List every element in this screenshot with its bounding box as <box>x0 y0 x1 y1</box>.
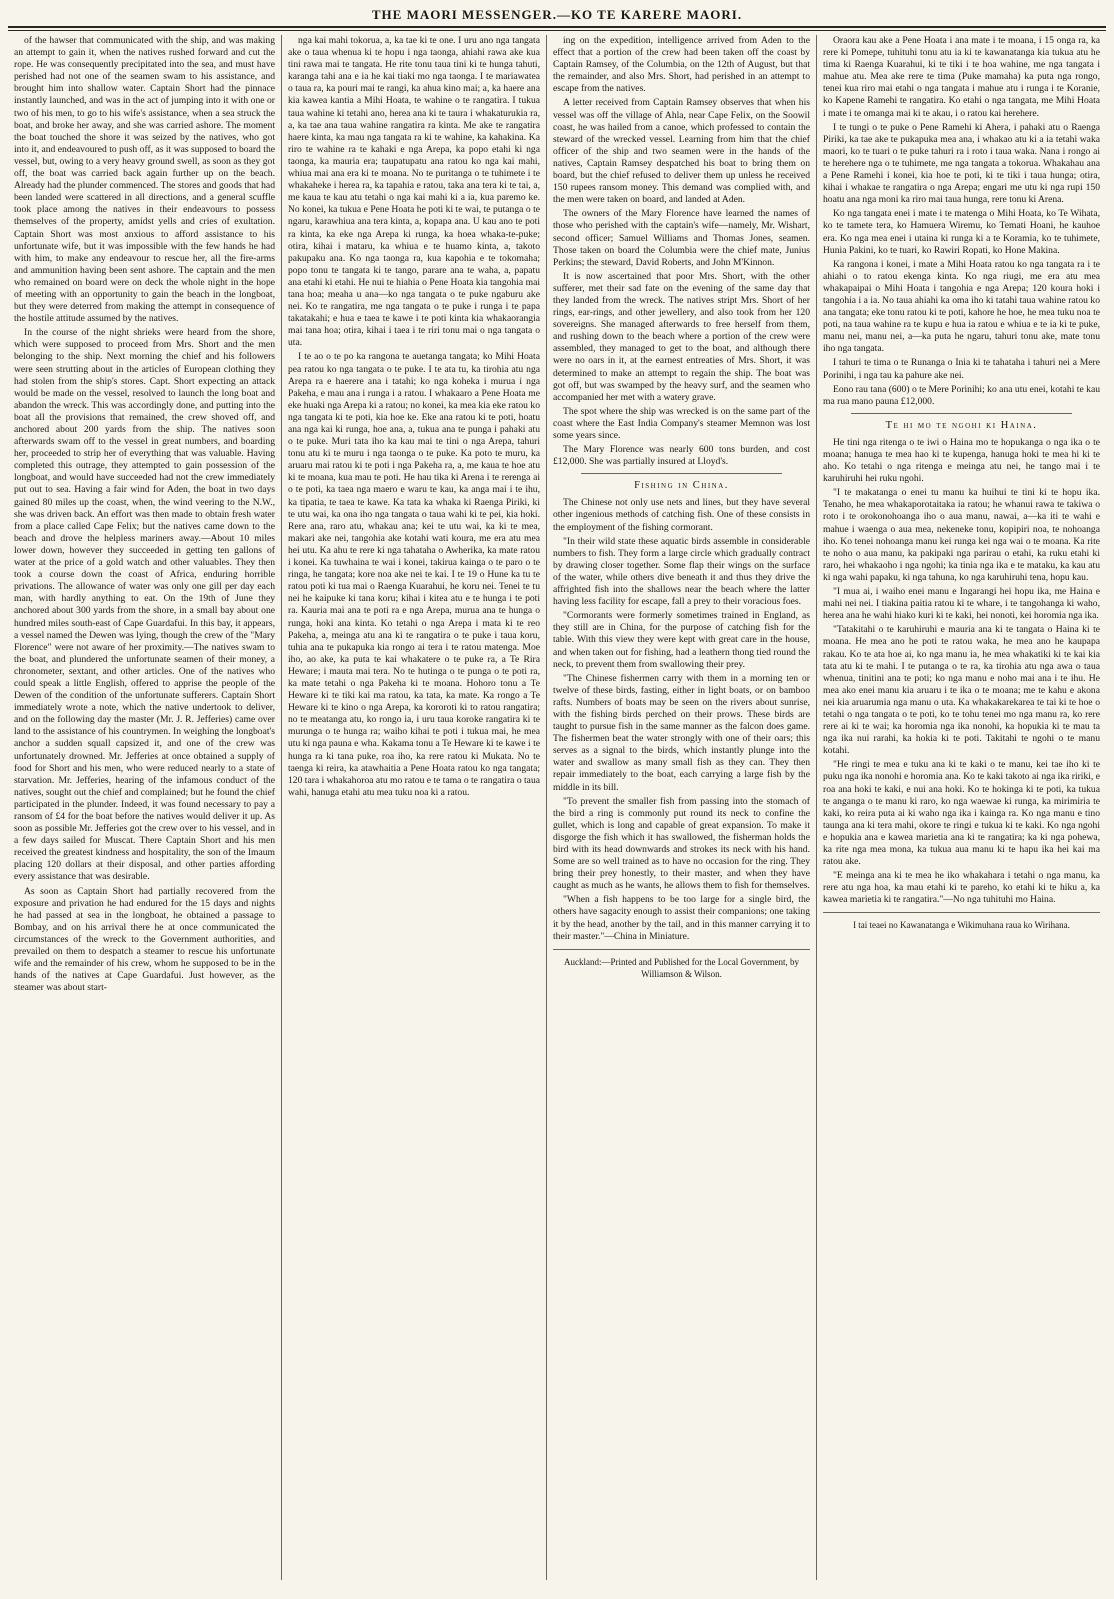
paragraph: The Mary Florence was nearly 600 tons burden, and cost £12,000. She was partially insured at Lloyd's. <box>553 444 810 468</box>
section-divider <box>851 413 1072 414</box>
column-1 <box>8 35 281 1580</box>
imprint-maori: I tai teaei no Kawanatanga e Wikimuhana raua ko Wirihana. <box>853 920 1070 931</box>
paragraph: ing on the expedition, intelligence arrived from Aden to the effect that a portion of the crew had been taken off the coast by Captain Ramsey, of the Columbia, on the 12th of August, but that the remainder, and also Mrs. Short, had perished in an attempt to escape from the natives. <box>553 35 810 95</box>
paragraph: Ko nga tangata enei i mate i te matenga o Mihi Hoata, ko Te Wihata, ko te tamete tera, ko Hamuera Wiremu, ko Temati Hoani, he kauhoe era. Ko nga mea enei i utaina ki runga ki a te Koramia, ko te tuhimete, Hunia Pakini, ko te tuari, ko Rawiri Ropati, ko Hone Makina. <box>823 208 1100 256</box>
paragraph: Oraora kau ake a Pene Hoata i ana mate i te moana, i 15 onga ra, ka rere ki Pomepe, tuhituhi tonu atu ia ki te kawanatanga kia tukua atu he tima ki Raenga Kuarahui, ki te tiki i te hoa wahine, me nga tangata i mahue atu. Mea ake rere te tima (Puke mamaha) ka puta nga rongo, tenei kua riro mai etahi o nga tangata i mahue atu i runga i te Koranie, ko Kapene Ramehi te rangatira. Ko etahi o nga tangata, me Mihi Hoata i mate i te omanga mai ki te akau, i o ratou kai herehere. <box>823 35 1100 119</box>
article-heading-fishing: Fishing in China. <box>634 480 729 492</box>
columns <box>8 35 1106 1580</box>
paragraph: "Tatakitahi o te karuhiruhi e mauria ana ki te tangata o Haina ki te moana. He mea ano he poti te ratou waka, he mea ano he kaupapa rakau. Ko te ata hoe ai, ko nga manu ia, he mea whakatiki ki te kai kia tata atu ki te mahi. I te putanga o te ra, ka tirohia atu nga awa o taua whenua, tinitini ana te poti; ko nga manu e noho mai ana i te ihu. He mea ako enei manu kia aruaru i te ika o te moana; me te kahu e akona nei kia aruarumia nga manu o uta. Ka whakakarekarea te tai ki te hoe o tetahi o nga tangata o te poti, ko te tohu tenei mo nga manu ra, ko rere rere ai ki te wai; ka horomia nga ika nonohi, ka hopukia ki te mau ta nga ika nui rarahi, ka hokia ki te poti. Takitahi te ngohi o te manu kotahi. <box>823 624 1100 757</box>
paragraph: "To prevent the smaller fish from passing into the stomach of the bird a ring is commonly put round its neck to confine the gullet, which is long and capable of great expansion. To make it disgorge the fish which it has swallowed, the fisherman holds the bird with its head downwards and strokes its neck with his hand. Some are so well trained as to have no occasion for the ring. They bring their prey honestly, to their master, and when they have caught as much as he wants, he allows them to fish for themselves. <box>553 795 810 892</box>
paragraph: In the course of the night shrieks were heard from the shore, which were supposed to proceed from Mrs. Short and the men belonging to the ship. Next morning the chief and his followers were seen strutting about in the articles of European clothing they had stolen from the ship's stores. Capt. Short expecting an attack would be made on the vessel, resolved to launch the long boat and abandon the wreck. This was accordingly done, and putting into the boat all the provisions that remained, the crew shoved off, and anchored about 200 yards from the ship. The natives soon afterwards swam off to the vessel in great numbers, and boarding her, proceeded to strip her of everything that was valuable. Having completed this outrage, they attempted to gain possession of the longboat, and would have succeeded had not the crew immediately put out to sea. Having a fair wind for Aden, the boat in two days gained 80 miles up the coast, when, the wind veering to the N.W., she was driven back. An effort was then made to obtain fresh water from a place called Cape Felix; but the natives came down to the beach and drove the helpless mariners away.—About 10 miles lower down, however they succeeded in getting ten gallons of water at the price of a gold watch and other valuables. They then took a course down the coast of Africa, enduring horrible privations. The allowance of water was only one gill per day each man, with hardly anything to eat. On the 19th of June they anchored about 300 yards from the shore, in a small bay about one hundred miles south-east of Cape Guardafui. In this bay, it appears, a vessel named the Dewen was lying, though the crew of the "Mary Florence" were not aware of her proximity.—The natives swam to the boat, and plundered the unfortunate seamen of their money, a chronometer, sextant, and other articles. One of the natives who could speak a little English, offered to apprise the people of the Dewen of the condition of the unfortunate sufferers. Captain Short immediately wrote a note, which the native undertook to deliver, and on the following day the master (Mr. J. R. Jefferies) came over land to the assistance of his countrymen. In weighing the longboat's anchor a sudden squall capsized it, and one of the crew was unfortunately drowned. Mr. Jefferies at once obtained a supply of food for Short and his men, who were reduced nearly to a state of starvation. Mr. Jefferies, hearing of the infamous conduct of the natives, sought out the chief and complained; but he found the chief participated in the plunder. Indeed, it was found necessary to pay a ransom of £4 for the boat before the natives would deliver it up. As soon as possible Mr. Jefferies got the crew over to his vessel, and in a few days sailed for Muscat. There Captain Short and his men received the greatest kindness and hospitality, the son of the Imaum placing 120 dollars at their disposal, and other parties affording every assistance that was desirable. <box>14 327 275 883</box>
paragraph: "The Chinese fishermen carry with them in a morning ten or twelve of these birds, fasting, either in light boats, or on bamboo rafts. Numbers of boats may be seen on the rivers about sunrise, with the fishing birds perched on their prows. These birds are taught to pursue fish in the same manner as the falcon does game. The fishermen beat the water strongly with one of their oars; this serves as a signal to the birds, which instantly plunge into the water and swallow as many small fish as they can. They then repair immediately to the boat, each carrying a large fish by the middle in its bill. <box>553 672 810 793</box>
paragraph: "E meinga ana ki te mea he iko whakahara i tetahi o nga manu, ka rere atu nga hoa, ka mau etahi ki te pareho, ko etahi ki te hiku a, ka kawea marietia ki te rangatira."—No nga tuhituhi mo Haina. <box>823 870 1100 906</box>
masthead-rule <box>8 26 1106 31</box>
paragraph: He tini nga ritenga o te iwi o Haina mo te hopukanga o nga ika o te moana; hanuga te mea hao ki te kupenga, hanuga hoki te mea hi ki te aho. Ko tetahi o nga ritenga e meinga atu nei, he tango mai i te karuhiruhi hei ruku ngohi. <box>823 436 1100 485</box>
imprint: Auckland:—Printed and Published for the Local Government, by Williamson & Wilson. <box>564 956 799 979</box>
paragraph: It is now ascertained that poor Mrs. Short, with the other sufferer, met their sad fate on the evening of the same day that they landed from the wreck. The natives stript Mrs. Short of her rings, ear-rings, and other jewellery, and also took from her 120 sovereigns. She managed afterwards to free herself from them, and rushing down to the beach where a portion of the crew were assembled, they managed to get to the boat, and although there were no oars in it, at the earnest entreaties of Mrs. Short, it was determined to make an attempt to regain the ship. The boat was got off, but was swamped by the heavy surf, and the seamen who accompanied her met with a watery grave. <box>553 270 810 403</box>
paragraph: A letter received from Captain Ramsey observes that when his vessel was off the village of Ahla, near Cape Felix, on the Soowil coast, he was hailed from a canoe, which professed to contain the steward of the wrecked vessel. Learning from him that the chief officer of the ship and two seamen were in the hands of the natives, Captain Ramsey despatched his boat to bring them on board, but the chief refused to deliver them up unless he received 150 rupees ransom money. This demand was complied with, and the men were taken on board, and landed at Aden. <box>553 97 810 206</box>
paragraph: "He ringi te mea e tuku ana ki te kaki o te manu, kei tae iho ki te puku nga ika nonohi e horomia ana. Ko te kaki takoto ai nga ika ririki, e roa ana hoki te kaki, e nui ana hoki. Ko te hokinga ki te poti, ka tukua te anganga o te manu ki raro, ko nga waewae ki runga, ka mirimiria te kaki, ko reira puta ai ki waho nga ika i kainga ra. Ko nga manu e tino taunga ana ki tera mahi, okore te ringi e tukua ki te kaki. Ko nga ngohi e hopukia ana e kawea marietia ana ki te rangatira; ka ki nga pohewa, ka rite nga mea mona, ka tukua aua manu ki te hapu ika hei kai ma ratou ake. <box>823 759 1100 868</box>
section-divider <box>581 473 782 474</box>
paragraph: As soon as Captain Short had partially recovered from the exposure and privation he had endured for the 15 days and nights he had passed at sea in the longboat, he obtained a passage to Bombay, and on his arrival there he at once communicated the circumstances of the wreck to the Government authorities, and prevailed on them to despatch a steamer to rescue his unfortunate wife and the remainder of his crew, whom he supposed to be in the hands of the natives at Cape Guardafui. Just however, as the steamer was about start- <box>14 885 275 994</box>
imprint-divider <box>823 912 1100 913</box>
column-4 <box>816 35 1106 1580</box>
paragraph: I tahuri te tima o te Runanga o Inia ki te tahataha i tahuri nei a Mere Porinihi, i nga tau ka pahure ake nei. <box>823 357 1100 381</box>
masthead: THE MAORI MESSENGER.—KO TE KARERE MAORI. <box>371 7 743 22</box>
paragraph: Ka rangona i konei, i mate a Mihi Hoata ratou ko nga tangata ra i te ahiahi o to ratou ekenga kinta. Ko nga riugi, me era atu mea whakapaipai o Mihi Hoata i tangohia e nga Arepa; 120 koura hoki i tangohia i a ia. No taua ahiahi ka oma iho ki tatahi taua wahine ratou ko ana tangata; eke tonu ratou ki te poti, kahore he hoe, he mea tuku noa te poti, na taua wahine ra te kupu e hua ia ratou e whiua e te ia ki te puke, manu nei, manu nei, a—ka puta he ngaru, tahuri tonu ake, mate tonu iho nga tangata. <box>823 258 1100 355</box>
paragraph: The Chinese not only use nets and lines, but they have several other ingenious methods of catching fish. One of these consists in the employment of the fishing cormorant. <box>553 497 810 533</box>
paragraph: "When a fish happens to be too large for a single bird, the others have sagacity enough to assist their companions; one taking it by the head, another by the tail, and in this manner carrying it to their master."—China in Miniature. <box>553 894 810 942</box>
paragraph: "In their wild state these aquatic birds assemble in considerable numbers to fish. They form a large circle which gradually contract by drawing closer together. Some flap their wings on the surface of the water, while others dive beneath it and thus they drive the affrighted fish into the shallows near the beach where the latter having less facility for escape, fall a prey to their voracious foes. <box>553 535 810 608</box>
paragraph: "I mua ai, i waiho enei manu e Ingarangi hei hopu ika, me Haina e mahi nei nei. I tiakina paitia ratou ki te whare, i te tangohanga ki waho, herea ana he wahi hiako kuri ki te kaki, hei nonoti, kei horomia nga ika. <box>823 586 1100 622</box>
paragraph: I te ao o te po ka rangona te auetanga tangata; ko Mihi Hoata pea ratou ko nga tangata o te puke. I te ata tu, ka tirohia atu nga Arepa ra e haerere ana i tatahi; ko nga koheka i murua i nga Pakeha, e mau ana i runga i a ratou. I whakaaro a Pene Hoata me eke huaki nga Arepa ki a ratou; no konei, ka mea kia eke ratou ko nga tangata ki te poti, kia hoe ke. Eke ana ratou ki te poti, hoatu ana nga kai ki runga, hoe ana, a, tukua ana te punga i pahaki atu o te puke. Muri tata iho ka kau mai te tini o nga Arepa, tahuri tonu atu ki te muru i nga taonga o te puke. Ka poto te muru, ka aruaru mai ratou ki te poti i nga Pakeha ra, a, me kaua te hoe atu ki te moana, kua mau te poti. He hau tika ki Arena i te rerenga ai o te poti, ka taea nga maero e waru te kau, ka anga mai i te ihu, ka tipatia, te taea te kawe. Ka tata ka whaka ki Raenga Piriki, ki te utu wai, ka ona iho nga tangata o taua wahi ki te pei, kia hoki. Rere ana, raro atu, whakau ana; kei te utu wai, ka ki te mea, makari ake nei, tangohia ake kotahi wati koura, me era atu mea hei utu. Ka ahu te rere ki nga tahataha o Awherika, ka mate ratou i konei. Ka tuwhaina te wai i konei, takirua kainga o te paro o te ringa, he tangata; kore noa ake nei te kai. I te 19 o Hune ka tu te ratou poti ki tua mai o Raenga Kuarahui, he koru nei. Tenei te tu nei he kaipuke ki tana koru; kihai i kitea atu e te hunga i te poti ra. Kauria mai ana te poti ra e nga Arepa, murua ana te hunga o runga, hoki ana kinta. Ko tetahi o nga Arepa i mata ki te reo Pakeha, a, meinga atu ana ki te rangatira o te puke i taua koru, tuhia ana te pukapuka kia rongo ai tera i te ratou matenga. Moe iho, ao ake, ka puta te kai whakatere o te puke ra, a Te Rira Heware; i mauta mai tera. No te hutinga o te punga o te poti ra, ka mate tetahi o nga Pakeha ki te moana. Hohoro tonu a Te Heware ki te tiki kai ma ratou, ka tata, ka mate. Ka rongo a Te Heware ki te kino o nga Arepa, ka kororoti ki to ratou rangatira; no te meatanga atu, ko rongo ia, i uru taua koroke rangatira ki te murunga o te hunga ra; waiho kihai te poti i tukua mai, he mea utu ki nga pauna e wha. Kakama tonu a Te Heware ki te kawe i te hunga ra ki tana puke, roa iho, ka rere ratou ki Mukata. No te taenga ki reira, ka atawhaitia a Pene Hoata ratou ko nga tangata; 120 tara i whakahoroa atu mo ratou e te tama o te rangatira o taua wahi, hanuga etahi atu mea tuku noa ki a ratou. <box>288 351 540 798</box>
paragraph: The spot where the ship was wrecked is on the same part of the coast where the East India Company's steamer Memnon was lost some years since. <box>553 405 810 441</box>
paragraph: "I te makatanga o enei tu manu ka huihui te tini ki te hopu ika. Tenaho, he mea whakaporotaitaka ia ratou; he whanui rawa te takiwa o roto i te orokonohoanga iho o aua manu, nawai, a—ka iti te wahi e mahue i waenga o aua mea, nekeneke tonu, kopipiri noa, te nohoanga iho. Ko tenei nohoanga manu kei runga kei nga wai o te moana. Ka rite te noho o aua manu, ka pakipaki nga parirau o etahi, ka ruku etahi ki raro, hei whakaoho i nga ngohi; ka tinia nga ika e te mataku, ka kau atu ki nga wahi papaku, ki nga tahuna, ko nga karuhiruhi tena, hopu kau. <box>823 487 1100 583</box>
article-heading-haina: Te hi mo te ngohi ki Haina. <box>885 419 1038 431</box>
column-3 <box>546 35 816 1580</box>
paragraph: Eono rau tana (600) o te Mere Porinihi; ko ana utu enei, kotahi te kau ma rua mano pauna £12,000. <box>823 383 1100 407</box>
imprint-divider <box>553 949 810 950</box>
paragraph: The owners of the Mary Florence have learned the names of those who perished with the captain's wife—namely, Mr. Wishart, second officer; Samuel Williams and Thomas Jones, seamen. Those taken on board the Columbia were the chief mate, Junius Perkins; the steward, David Roberts, and John M'Kinnon. <box>553 208 810 268</box>
paragraph: nga kai mahi tokorua, a, ka tae ki te one. I uru ano nga tangata ake o taua whenua ki te hopu i nga taonga, ahiahi rawa ake kua tini rawa mai te tangata. He rite tonu taua tini ki te hunga tahuti, karanga tahi ana e ia he kai tiaki mo nga taonga. I te mariawatea o taua ra, ka pouri mai te rangi, ka ahua kino mai; a, ka haere ana kia kawea kantia a Mihi Hoata, te wahine o te rangatira. I tukua taua wahine ki tetahi ano, herea ana ki te taura i whakaturukia ra, a, ka tae ana taua wahine rangatira ra kinta. Me ake te rangatira haere kinta, ka mau nga tangata ra ki te wahine, ka kahakina. Ka riro te wahine ra te kahaki e nga Arepa, ka popo etahi ki nga taonga, ka mauria era; taupatupatu ana ratou ko nga kai mahi, whiua mai ana era ki te moana. No te puritanga o te tuhimete i te whakaheke i herea ra, ka tapahia e ratou, taka ana tera ki te tai, a, me kaua te kau atu tetahi o nga kai mahi ki a ia, kua paremo ke. No konei, ka tukua e Pene Hoata he poti ki te wai, te putanga o te ngaru, karawhiua ana tera kinta, a, kopapa ana. U kau ano te poti ra kinta, ka eke nga Arepa ki runga, ka hoea whaka-te-puke; otira, kihai i mataru, ka whiua e te huamo kinta, a, takoto pakupaku ana. Ko nga taonga ra, kua kapohia e te tokomaha; popo tonu te tangata ki te tango, parare ana te waha, a, papatu ana etahi ki etahi. He nui te hiahia o Pene Hoata kia tangohia mai tana hoa; meaha u ana—ko nga tangata o te puke ngaburu ake nei. Ko te rangatira, me nga tangata o te puke i runga i te papa takatakahi; e hua e taea te kawe i te poti kinta kia whakaorangia mai tana hoa; otira, kihai i taea i te riri tonu mai o nga tangata o uta. <box>288 35 540 349</box>
column-2 <box>281 35 546 1580</box>
paragraph: I te tungi o te puke o Pene Ramehi ki Ahera, i pahaki atu o Raenga Piriki, ka tae ake te pukapuka mea ana, i whakao atu ki a ia tetahi waka maori, ko te tuari o te puke tahuri ra i roto i taua waka. Nana i rongo ai te herehere nga o te tuhimete, me nga tangata a tokorua. Whakahau ana a Pene Ramehi i konei, kia hoe te poti, ki te tiki i taua hunga; otira, kihai i whakae te rangatira o nga Arepa; engari me utu ki nga rupi 150 hoatu ana nga moni ka riro mai taua hunga, rere tonu ki Arena. <box>823 121 1100 206</box>
paragraph: of the hawser that communicated with the ship, and was making an attempt to gain it, when the natives rushed forward and cut the rope. He was consequently precipitated into the sea, and must have perished had not one of the seamen swam to his assistance, and brought him into shallow water. Captain Short had the pinnace instantly launched, and was in the act of jumping into it with one or two of his men, to go to his wife's assistance, when a sea struck the boat, and broke her away, and she was carried ashore. The moment the boat touched the shore it was seized by the natives, who got into it, and endeavoured to push off, as it was supposed to board the vessel, but, owing to a very heavy ground swell, as soon as they got off, the boat was carried back again further up on the beach. Already had the plunder commenced. The stores and goods that had been landed were scattered in all directions, and a general scuffle took place among the natives in their endeavours to possess themselves of the property, amidst yells and cries of exultation. Captain Short was most anxious to afford assistance to his unfortunate wife, but it was impossible with the few hands he had with him, to make any endeavour to rescue her, all the fire-arms and ammunition having been sent ashore. The captain and the men who remained on board were on deck the whole night in the hope of meeting with an opportunity to gain the beach in the longboat, but they were deterred from making the attempt in consequence of the hostile attitude assumed by the natives. <box>14 35 275 325</box>
paragraph: "Cormorants were formerly sometimes trained in England, as they still are in China, for the purpose of catching fish for the table. With this view they were kept with great care in the house, and when taken out for fishing, had a leathern thong tied round the neck, to prevent them from swallowing their prey. <box>553 610 810 670</box>
